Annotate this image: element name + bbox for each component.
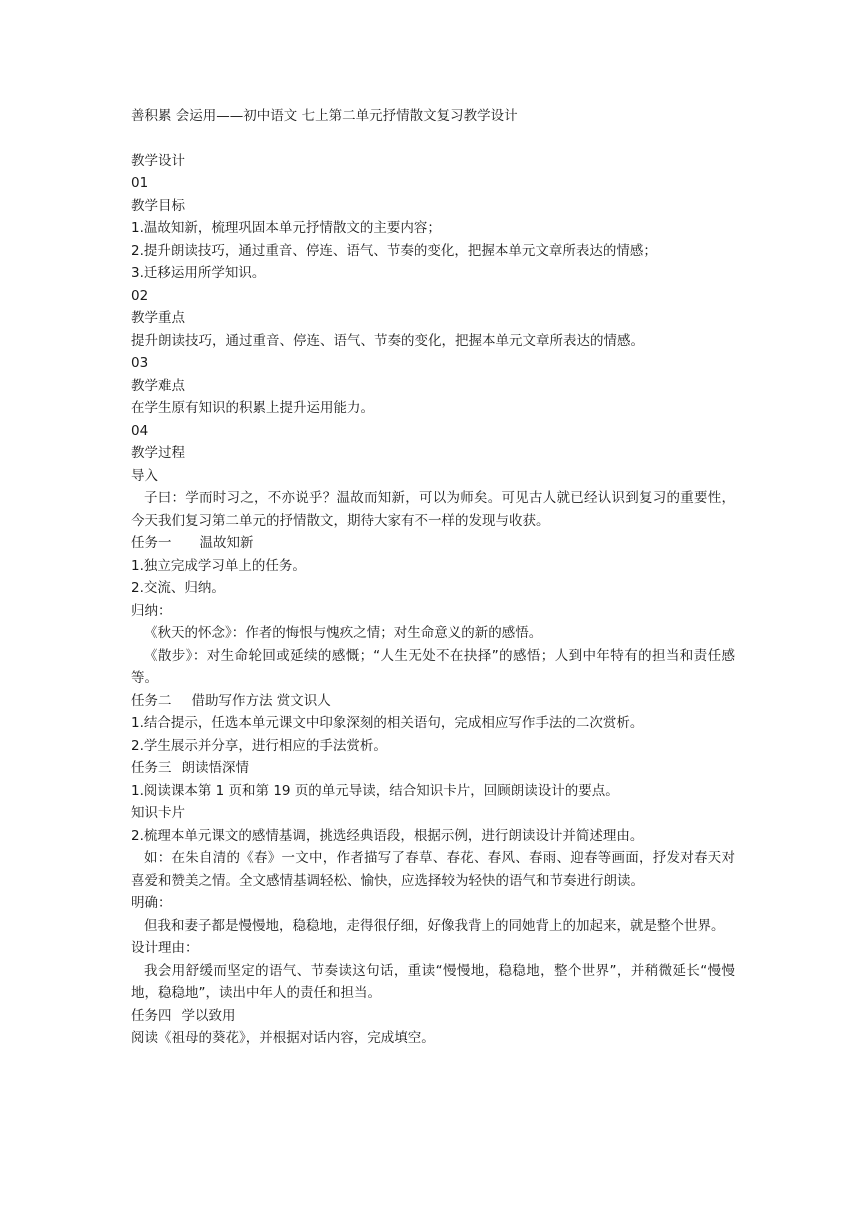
document-title: 善积累 会运用——初中语文 七上第二单元抒情散文复习教学设计 bbox=[131, 108, 518, 124]
focus-heading: 教学重点 bbox=[131, 310, 185, 326]
task3-heading bbox=[131, 757, 735, 780]
section-heading: 教学设计 bbox=[131, 152, 185, 169]
task2-item: 2.学生展示并分享，进行相应的手法赏析。 bbox=[131, 737, 387, 754]
task1-label: 任务一 bbox=[131, 535, 172, 551]
task1-name: 温故知新 bbox=[199, 535, 254, 551]
knowledge-card-label: 知识卡片 bbox=[131, 805, 185, 821]
task4-name: 学以致用 bbox=[181, 1007, 236, 1024]
document-body bbox=[131, 105, 735, 1050]
goal-item: 2.提升朗读技巧，通过重音、停连、语气、节奏的变化，把握本单元文章所表达的情感； bbox=[131, 242, 657, 259]
difficulty-text: 在学生原有知识的积累上提升运用能力。 bbox=[131, 400, 374, 416]
process-number: 04 bbox=[131, 422, 149, 439]
difficulty-number: 03 bbox=[131, 355, 149, 371]
task3-item: 1.阅读课本第 1 页和第 19 页的单元导读，结合知识卡片，回顾朗读设计的要点。 bbox=[131, 782, 619, 799]
goals-number: 01 bbox=[131, 175, 149, 191]
task4-text: 阅读《祖母的葵花》，并根据对话内容，完成填空。 bbox=[131, 1030, 435, 1046]
goal-item: 3.迁移运用所学知识。 bbox=[131, 265, 266, 281]
difficulty-heading: 教学难点 bbox=[131, 377, 185, 394]
task3-name: 朗读悟深情 bbox=[181, 760, 249, 776]
task2-heading bbox=[131, 690, 735, 713]
example-paragraph: 如：在朱自清的《春》一文中，作者描写了春草、春花、春风、春雨、迎春等画面，抒发对春天对喜爱和赞美之情。全文感情基调轻松、愉快，应选择较为轻快的语气和节奏进行朗读。 bbox=[131, 850, 735, 889]
task1-item: 2.交流、归纳。 bbox=[131, 580, 225, 596]
focus-text: 提升朗读技巧，通过重音、停连、语气、节奏的变化，把握本单元文章所表达的情感。 bbox=[131, 332, 644, 349]
task3-item: 2.梳理本单元课文的感情基调，挑选经典语段，根据示例，进行朗读设计并简述理由。 bbox=[131, 827, 644, 844]
summary-paragraph: 《散步》：对生命轮回或延续的感慨；“人生无处不在抉择”的感悟；人到中年特有的担当和责任感等。 bbox=[131, 647, 735, 686]
clarify-label: 明确： bbox=[131, 895, 172, 911]
reason-label: 设计理由： bbox=[131, 940, 199, 956]
goals-heading: 教学目标 bbox=[131, 197, 185, 214]
task1-item: 1.独立完成学习单上的任务。 bbox=[131, 557, 306, 574]
clarify-paragraph: 但我和妻子都是慢慢地，稳稳地，走得很仔细，好像我背上的同她背上的加起来，就是整个世界。 bbox=[144, 917, 725, 934]
task1-heading bbox=[131, 532, 735, 555]
reason-paragraph: 我会用舒缓而坚定的语气、节奏读这句话，重读“慢慢地，稳稳地，整个世界”，并稍微延长“慢慢地，稳稳地”，读出中年人的责任和担当。 bbox=[131, 962, 735, 1001]
focus-number: 02 bbox=[131, 287, 149, 304]
task4-heading bbox=[131, 1005, 735, 1028]
summary-paragraph: 《秋天的怀念》：作者的悔恨与愧疚之情；对生命意义的新的感悟。 bbox=[144, 625, 543, 641]
task2-label: 任务二 bbox=[131, 692, 172, 709]
task2-name: 借助写作方法 赏文识人 bbox=[191, 692, 331, 709]
task2-item: 1.结合提示，任选本单元课文中印象深刻的相关语句，完成相应写作手法的二次赏析。 bbox=[131, 715, 644, 731]
summary-label: 归纳： bbox=[131, 602, 172, 619]
process-heading: 教学过程 bbox=[131, 445, 185, 461]
intro-label: 导入 bbox=[131, 467, 158, 484]
task3-label: 任务三 bbox=[131, 760, 172, 776]
intro-paragraph: 子曰：学而时习之，不亦说乎？温故而知新，可以为师矣。可见古人就已经认识到复习的重要性，今天我们复习第二单元的抒情散文，期待大家有不一样的发现与收获。 bbox=[131, 490, 735, 529]
task4-label: 任务四 bbox=[131, 1007, 172, 1024]
goal-item: 1.温故知新，梳理巩固本单元抒情散文的主要内容； bbox=[131, 220, 441, 236]
